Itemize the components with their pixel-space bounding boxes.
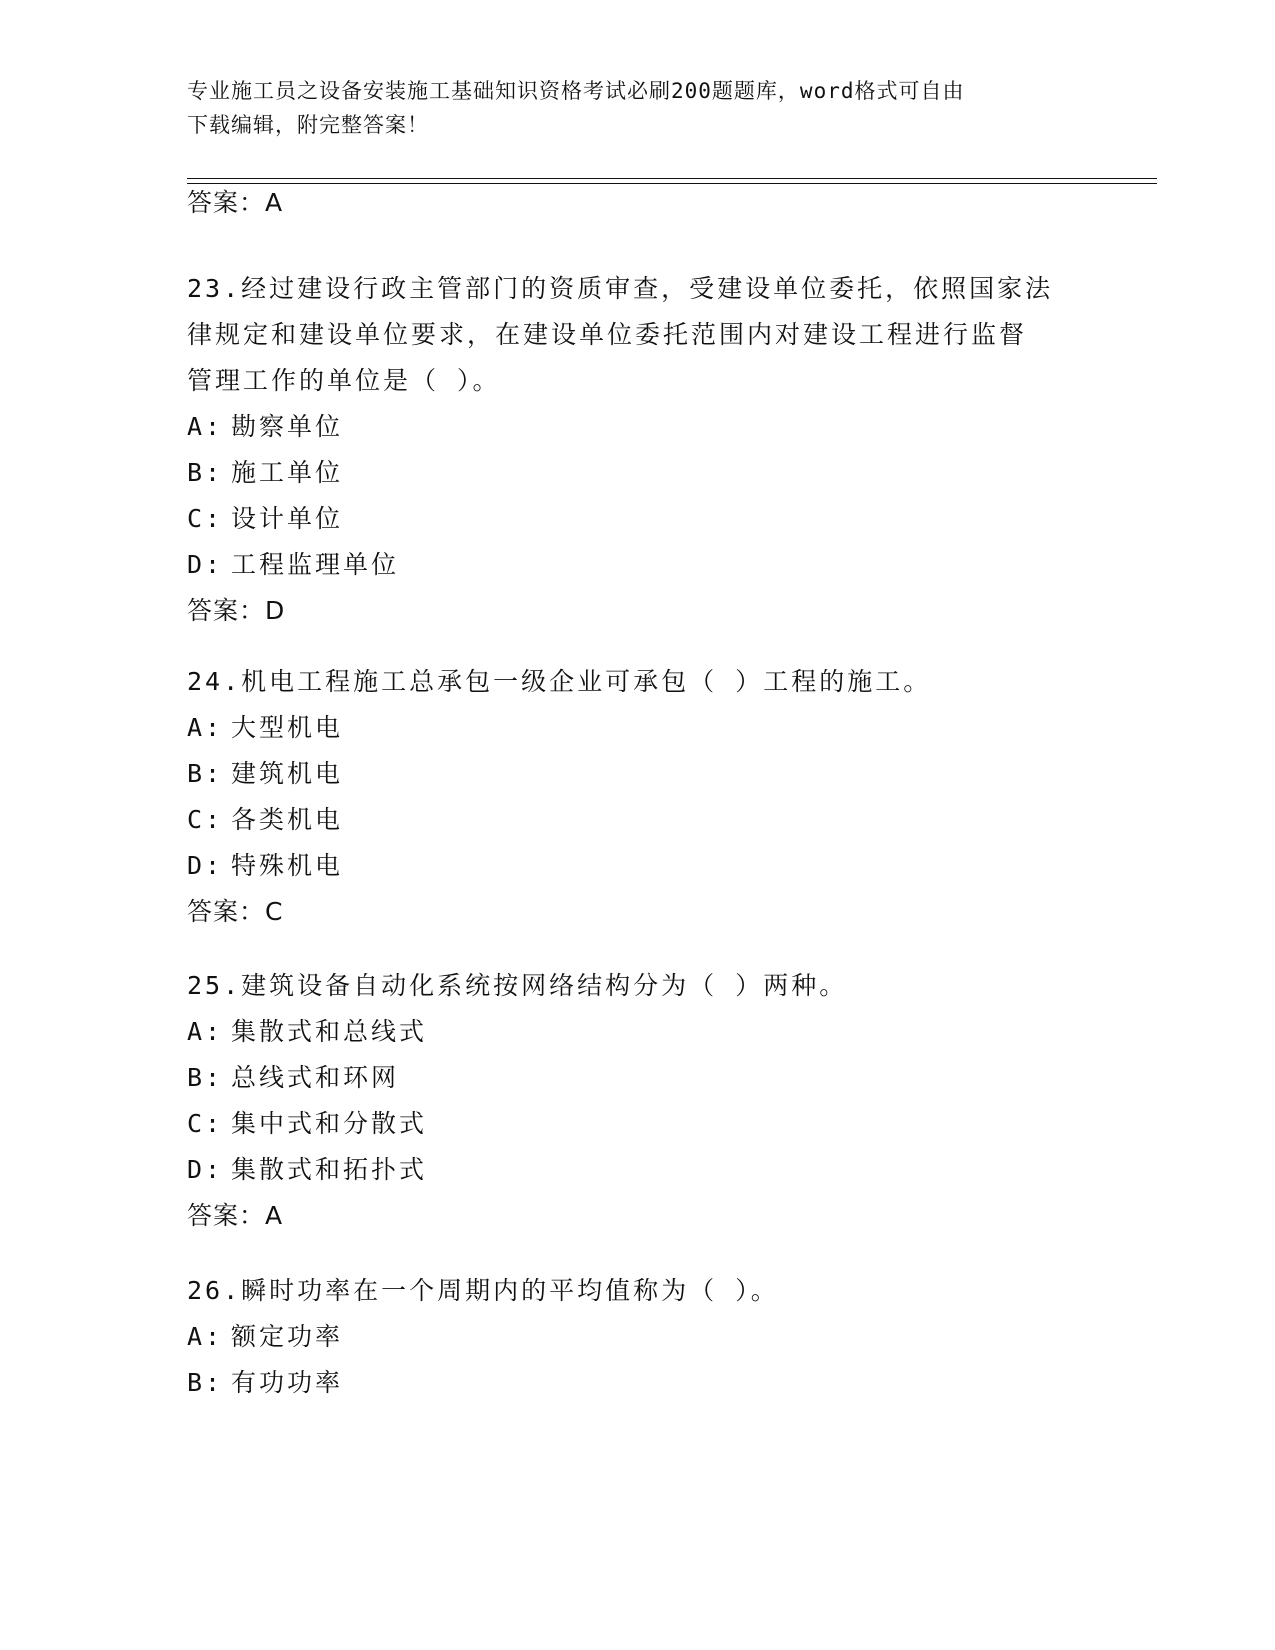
option-key: D:: [187, 851, 224, 880]
option-key: D:: [187, 1155, 224, 1184]
question-stem: [187, 1268, 1087, 1314]
option-a: [187, 705, 1087, 751]
option-b: [187, 751, 1087, 797]
option-d: [187, 542, 1087, 588]
option-b: [187, 1055, 1087, 1101]
option-key: A:: [187, 1322, 224, 1351]
option-text: 额定功率: [231, 1322, 344, 1351]
option-a: [187, 404, 1087, 450]
option-text: 集散式和拓扑式: [231, 1155, 428, 1184]
question-line: 24.机电工程施工总承包一级企业可承包（ ）工程的施工。: [187, 667, 932, 696]
option-text: 大型机电: [231, 713, 344, 742]
option-text: 施工单位: [231, 458, 344, 487]
question-23: [187, 266, 1087, 634]
option-text: 勘察单位: [231, 412, 344, 441]
option-key: B:: [187, 1063, 224, 1092]
option-key: C:: [187, 1109, 224, 1138]
option-key: B:: [187, 759, 224, 788]
question-line: 管理工作的单位是（ ）。: [187, 366, 501, 395]
option-key: C:: [187, 805, 224, 834]
option-d: [187, 843, 1087, 889]
option-d: [187, 1147, 1087, 1193]
option-key: A:: [187, 412, 224, 441]
option-text: 建筑机电: [231, 759, 344, 788]
question-stem: [187, 659, 1087, 705]
option-c: [187, 496, 1087, 542]
question-line: 律规定和建设单位要求，在建设单位委托范围内对建设工程进行监督: [187, 320, 1028, 349]
previous-answer: 答案：A: [187, 188, 284, 217]
header-divider-top: [187, 178, 1157, 179]
option-a: [187, 1009, 1087, 1055]
option-c: [187, 1101, 1087, 1147]
option-a: [187, 1314, 1087, 1360]
question-stem: [187, 963, 1087, 1009]
option-text: 集散式和总线式: [231, 1017, 428, 1046]
option-key: D:: [187, 550, 224, 579]
option-b: [187, 450, 1087, 496]
answer-line: 答案：C: [187, 897, 284, 926]
option-text: 集中式和分散式: [231, 1109, 428, 1138]
option-key: C:: [187, 504, 224, 533]
option-text: 有功功率: [231, 1368, 344, 1397]
header-line-1: 专业施工员之设备安装施工基础知识资格考试必刷200题题库，word格式可自由: [187, 79, 965, 103]
option-key: B:: [187, 1368, 224, 1397]
document-page: [187, 0, 1157, 1650]
option-text: 设计单位: [231, 504, 344, 533]
document-header: [187, 74, 1067, 142]
question-line: 25.建筑设备自动化系统按网络结构分为（ ）两种。: [187, 971, 848, 1000]
option-text: 各类机电: [231, 805, 344, 834]
answer-line: 答案：A: [187, 1201, 284, 1230]
option-text: 特殊机电: [231, 851, 344, 880]
question-26: [187, 1268, 1087, 1406]
option-key: A:: [187, 1017, 224, 1046]
answer-line: 答案：D: [187, 596, 286, 625]
question-25: [187, 963, 1087, 1239]
question-line: 23.经过建设行政主管部门的资质审查，受建设单位委托，依照国家法: [187, 274, 1054, 303]
option-b: [187, 1360, 1087, 1406]
option-key: A:: [187, 713, 224, 742]
question-stem: [187, 266, 1087, 404]
option-text: 工程监理单位: [231, 550, 400, 579]
question-24: [187, 659, 1087, 935]
question-line: 26.瞬时功率在一个周期内的平均值称为（ ）。: [187, 1276, 779, 1305]
header-line-2: 下载编辑，附完整答案！: [187, 113, 429, 137]
option-text: 总线式和环网: [231, 1063, 400, 1092]
option-key: B:: [187, 458, 224, 487]
option-c: [187, 797, 1087, 843]
